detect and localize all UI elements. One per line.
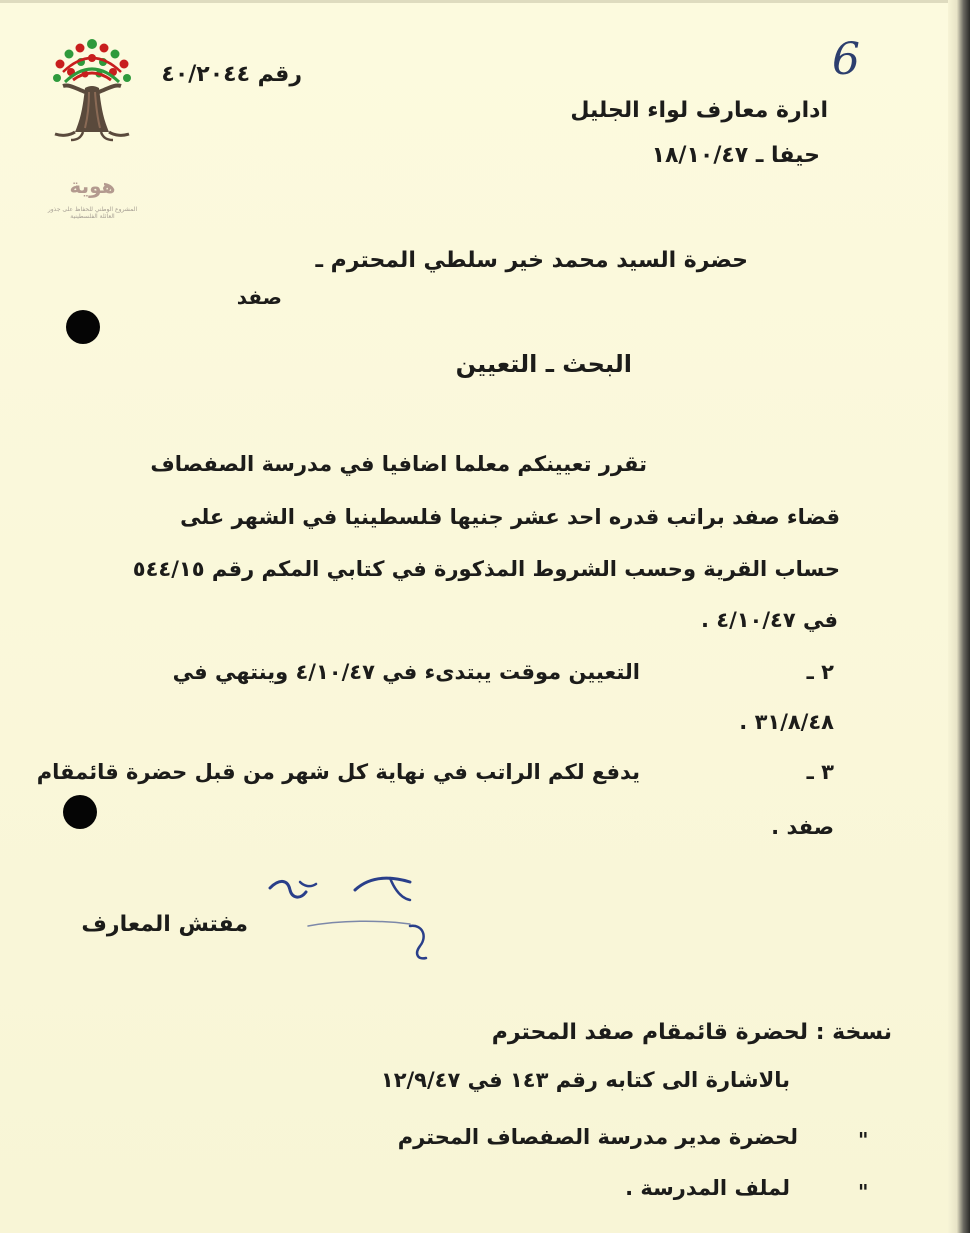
copy-bullet-1: "	[858, 1128, 869, 1152]
body-line-3: حساب القرية وحسب الشروط المذكورة في كتابي المكم رقم ٥٤٤/١٥	[132, 557, 840, 581]
body-line-2: قضاء صفد براتب قدره احد عشر جنيها فلسطينيا في الشهر على	[180, 505, 840, 529]
copy-bullet-2: "	[858, 1180, 869, 1204]
folio-number: 6	[832, 34, 860, 85]
copy-line-3: لحضرة مدير مدرسة الصفصاف المحترم	[397, 1125, 798, 1149]
item-3-number: ٣ ـ	[806, 760, 834, 784]
body-line-4: في ٤/١٠/٤٧ .	[700, 608, 838, 632]
punch-hole-top	[66, 310, 100, 344]
copy-line-1: نسخة : لحضرة قائمقام صفد المحترم	[491, 1020, 892, 1045]
issuer-department: ادارة معارف لواء الجليل	[570, 98, 828, 123]
item-2-line-2: ٣١/٨/٤٨ .	[739, 710, 834, 734]
addressee-line: حضرة السيد محمد خير سلطي المحترم ـ	[315, 248, 748, 273]
signatory-title: مفتش المعارف	[81, 912, 248, 937]
body-line-1: تقرر تعيينكم معلما اضافيا في مدرسة الصفصاف	[150, 452, 647, 476]
item-2-number: ٢ ـ	[806, 660, 834, 684]
handwritten-signature	[260, 868, 450, 968]
copy-line-2: بالاشارة الى كتابه رقم ١٤٣ في ١٢/٩/٤٧	[380, 1068, 790, 1092]
copy-line-4: لملف المدرسة .	[625, 1176, 790, 1200]
item-3-line-1: يدفع لكم الراتب في نهاية كل شهر من قبل حضرة قائمقام	[36, 760, 640, 784]
hawiya-logo	[45, 36, 140, 220]
logo-wordmark: هوية	[69, 174, 116, 198]
place-and-date: حيفا ـ ١٨/١٠/٤٧	[651, 143, 820, 168]
logo-tagline: المشروع الوطني للحفاظ على جذور العائلة الفلسطينية	[47, 206, 138, 220]
item-2-line-1: التعيين موقت يبتدىء في ٤/١٠/٤٧ وينتهي في	[172, 660, 640, 684]
family-tree-icon	[45, 36, 140, 171]
subject-line: البحث ـ التعيين	[455, 350, 632, 378]
item-3-line-2: صفد .	[771, 815, 834, 839]
page-right-edge-shadow	[948, 0, 970, 1233]
addressee-location: صفد	[236, 285, 282, 309]
reference-number: رقم ٤٠/٢٠٤٤	[161, 62, 302, 87]
page-top-edge	[0, 0, 970, 3]
punch-hole-bottom	[63, 795, 97, 829]
